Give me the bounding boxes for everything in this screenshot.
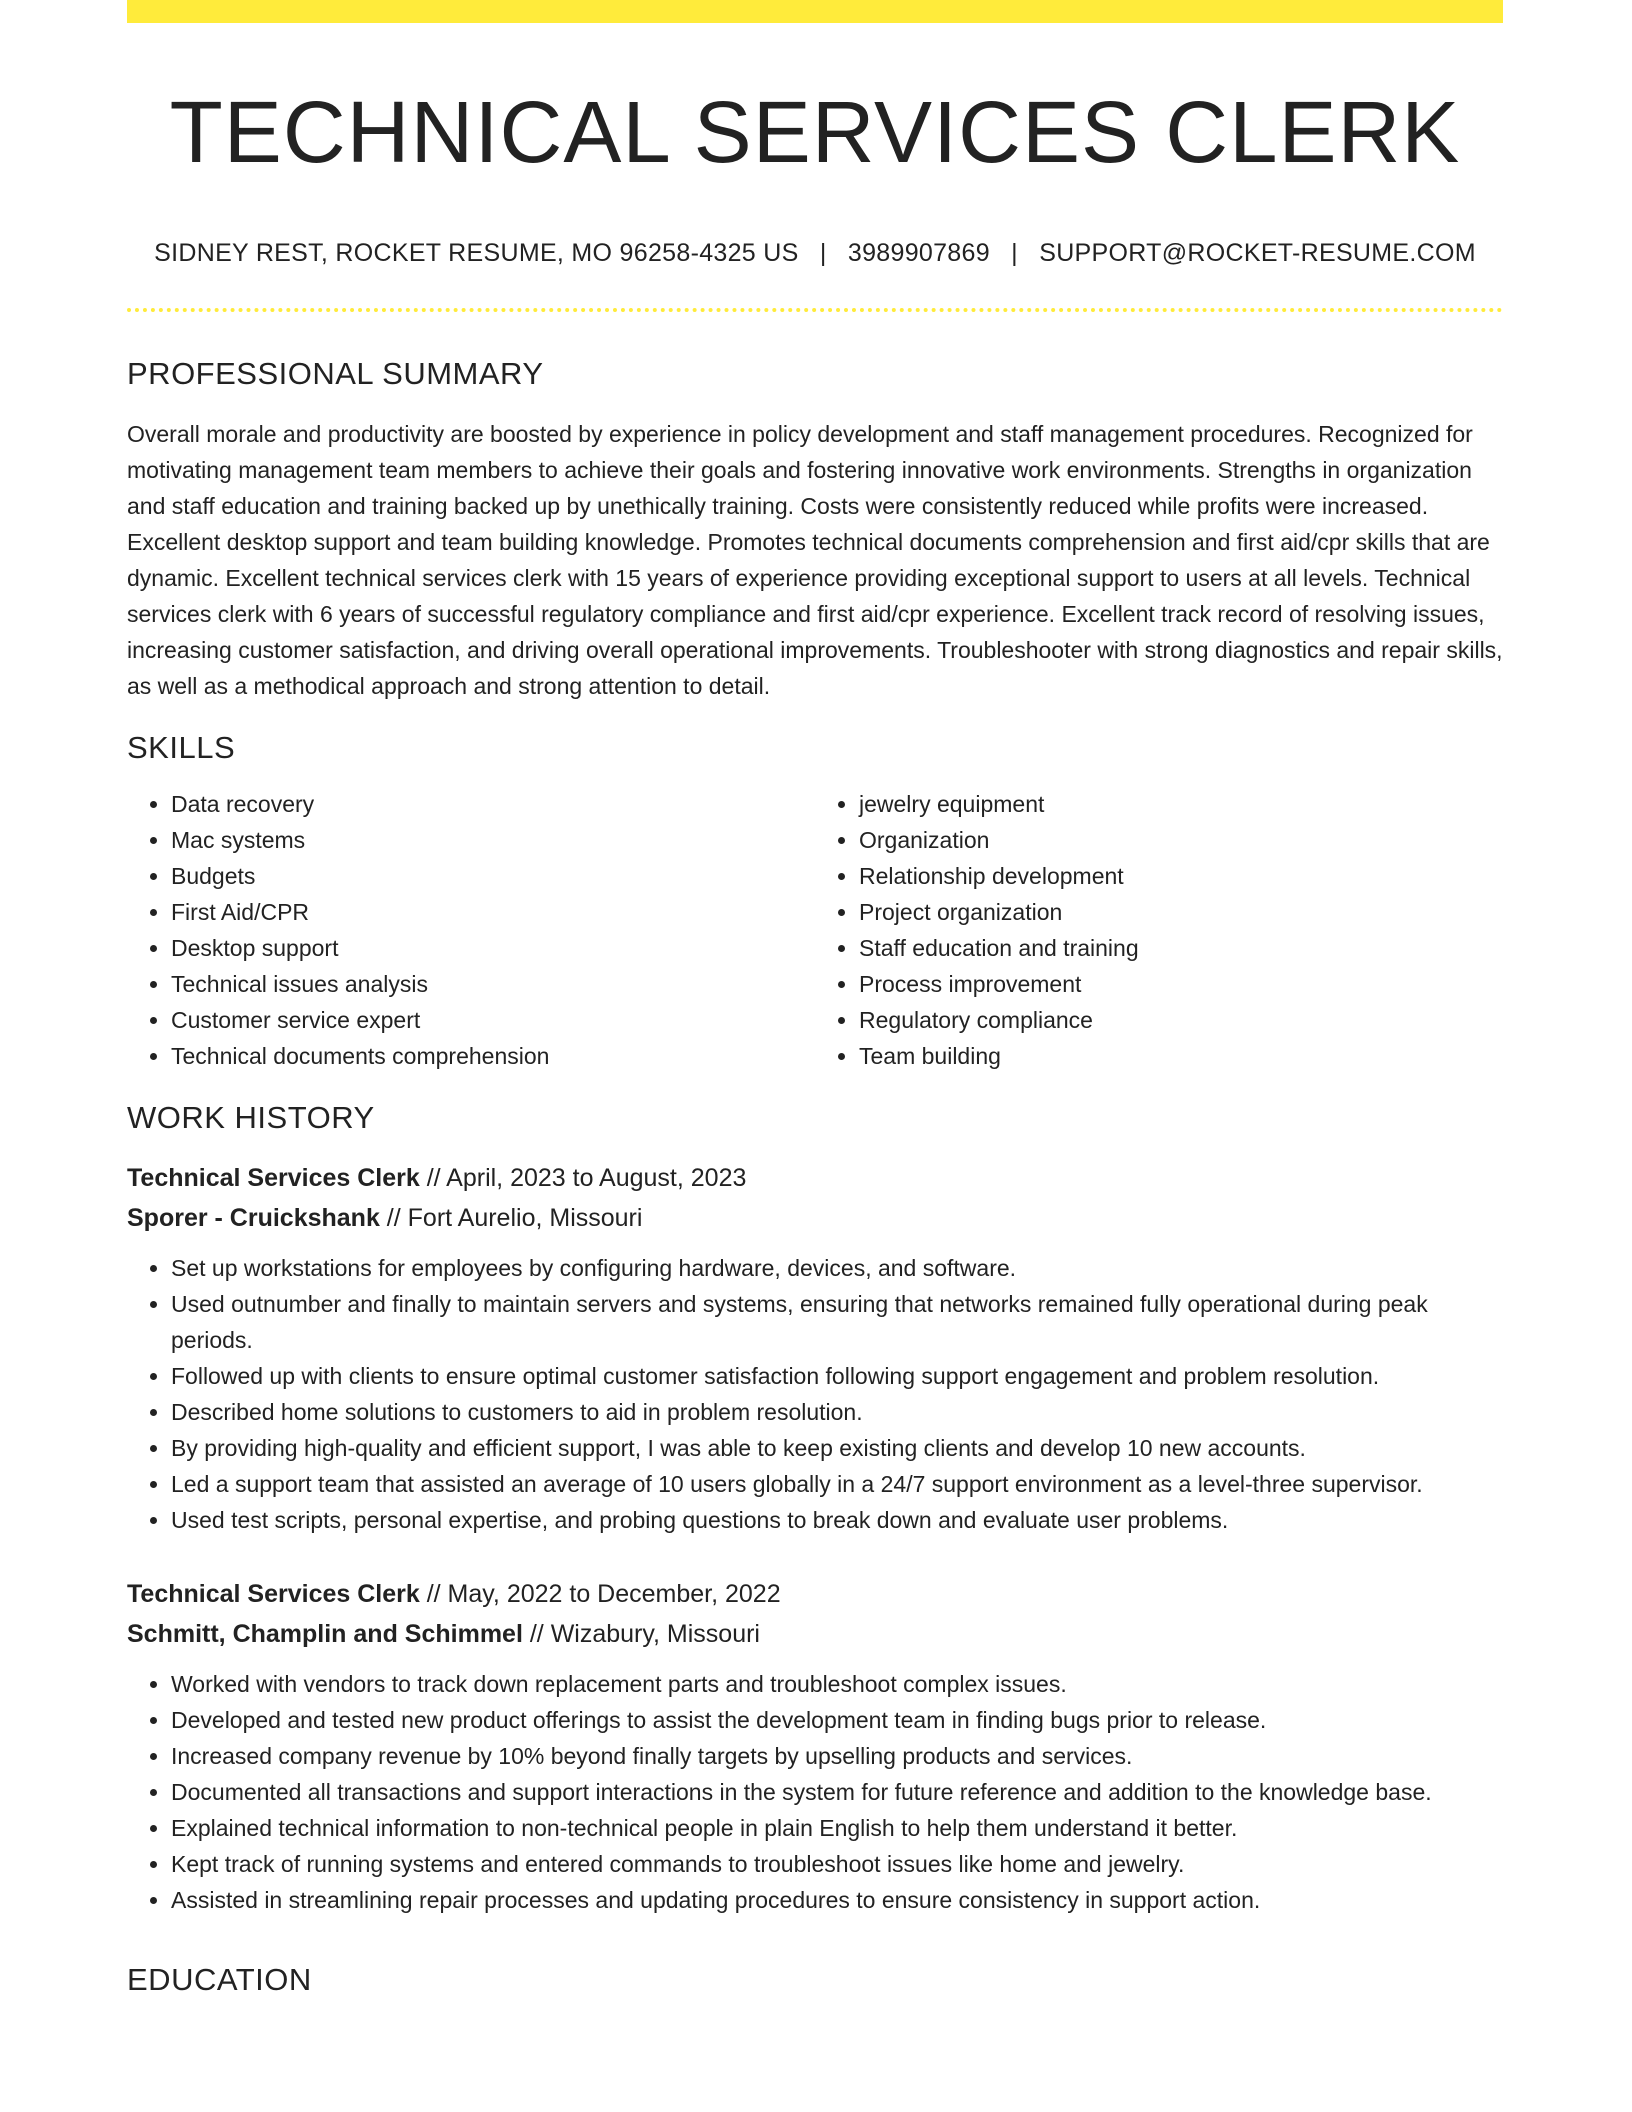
skill-item: • Regulatory compliance: [859, 1002, 1503, 1038]
skill-item: • Project organization: [859, 894, 1503, 930]
job-bullet: • Followed up with clients to ensure optimal customer satisfaction following support engagement and problem resolution.: [171, 1358, 1503, 1394]
skills-heading: SKILLS: [127, 729, 236, 765]
page-title: TECHNICAL SERVICES CLERK: [169, 84, 1461, 181]
job-company: Sporer - Cruickshank: [127, 1203, 380, 1232]
job-bullet: • Explained technical information to non-technical people in plain English to help them understand it better.: [171, 1810, 1503, 1846]
job-title-line: [127, 1574, 1503, 1614]
contact-email: SUPPORT@ROCKET-RESUME.COM: [1039, 238, 1476, 267]
skill-item: • Team building: [859, 1038, 1503, 1074]
job-bullet: • Kept track of running systems and entered commands to troubleshoot issues like home and jewelry.: [171, 1846, 1503, 1882]
skill-item: • Customer service expert: [171, 1002, 815, 1038]
job-dates: // April, 2023 to August, 2023: [419, 1163, 747, 1192]
job-location: // Fort Aurelio, Missouri: [379, 1203, 643, 1232]
skill-item: • Technical documents comprehension: [171, 1038, 815, 1074]
job-location: // Wizabury, Missouri: [522, 1619, 760, 1648]
header-divider: [127, 308, 1503, 312]
top-accent-bar: [127, 0, 1503, 23]
job-bullet: • Assisted in streamlining repair processes and updating procedures to ensure consistency in support action.: [171, 1882, 1503, 1918]
skill-item: • Process improvement: [859, 966, 1503, 1002]
skill-item: • Organization: [859, 822, 1503, 858]
job-bullet: • Increased company revenue by 10% beyond finally targets by upselling products and services.: [171, 1738, 1503, 1774]
job-company-line: [127, 1614, 1503, 1654]
job-bullet: • Developed and tested new product offerings to assist the development team in finding bugs prior to release.: [171, 1702, 1503, 1738]
skill-item: • Technical issues analysis: [171, 966, 815, 1002]
contact-line: [127, 239, 1503, 268]
job-bullet: • Worked with vendors to track down replacement parts and troubleshoot complex issues.: [171, 1666, 1503, 1702]
summary-text: Overall morale and productivity are boosted by experience in policy development and staff management procedures. Recognized for motivating management team members to achieve their goals and fostering innovative work environments. Strengths in organization and staff education and training backed up by unethically training. Costs were consistently reduced while profits were increased. Excellent desktop support and team building knowledge. Promotes technical documents comprehension and first aid/cpr skills that are dynamic. Excellent technical services clerk with 15 years of experience providing exceptional support to users at all levels. Technical services clerk with 6 years of successful regulatory compliance and first aid/cpr experience. Excellent track record of resolving issues, increasing customer satisfaction, and driving overall operational improvements. Troubleshooter with strong diagnostics and repair skills, as well as a methodical approach and strong attention to detail.: [127, 420, 1503, 699]
skill-item: • jewelry equipment: [859, 786, 1503, 822]
job-title-line: [127, 1158, 1503, 1198]
contact-separator: |: [819, 238, 827, 267]
skills-column-right: [815, 786, 1503, 1074]
job-bullet: • Documented all transactions and support interactions in the system for future reference and addition to the knowledge base.: [171, 1774, 1503, 1810]
job-bullet: • By providing high-quality and efficient support, I was able to keep existing clients and develop 10 new accounts.: [171, 1430, 1503, 1466]
job-company-line: [127, 1198, 1503, 1238]
resume-page: [127, 0, 1503, 1998]
skill-item: • Budgets: [171, 858, 815, 894]
job-company: Schmitt, Champlin and Schimmel: [127, 1619, 523, 1648]
work-history-heading: WORK HISTORY: [127, 1099, 375, 1135]
job-entry: [127, 1574, 1503, 1918]
job-bullet: • Described home solutions to customers to aid in problem resolution.: [171, 1394, 1503, 1430]
job-bullets: [127, 1250, 1503, 1538]
job-bullet: • Set up workstations for employees by configuring hardware, devices, and software.: [171, 1250, 1503, 1286]
skills-list: [127, 786, 1503, 1074]
job-bullets: [127, 1666, 1503, 1918]
skill-item: • Mac systems: [171, 822, 815, 858]
contact-separator: |: [1011, 238, 1018, 267]
contact-address: SIDNEY REST, ROCKET RESUME, MO 96258-4325 US: [154, 238, 799, 267]
job-bullet: • Used outnumber and finally to maintain servers and systems, ensuring that networks remained fully operational during peak periods.: [171, 1286, 1503, 1358]
skill-item: • First Aid/CPR: [171, 894, 815, 930]
skill-item: • Data recovery: [171, 786, 815, 822]
job-bullet: • Used test scripts, personal expertise, and probing questions to break down and evaluate user problems.: [171, 1502, 1503, 1538]
skill-item: • Desktop support: [171, 930, 815, 966]
skills-column-left: [127, 786, 815, 1074]
job-entry: [127, 1158, 1503, 1538]
skill-item: • Staff education and training: [859, 930, 1503, 966]
job-role: Technical Services Clerk: [127, 1163, 420, 1192]
job-bullet: • Led a support team that assisted an average of 10 users globally in a 24/7 support environment as a level-three supervisor.: [171, 1466, 1503, 1502]
contact-phone: 3989907869: [847, 238, 990, 267]
summary-heading: PROFESSIONAL SUMMARY: [127, 355, 544, 391]
education-heading: EDUCATION: [127, 1961, 312, 1997]
job-role: Technical Services Clerk: [127, 1579, 420, 1608]
job-dates: // May, 2022 to December, 2022: [419, 1579, 781, 1608]
skill-item: • Relationship development: [859, 858, 1503, 894]
